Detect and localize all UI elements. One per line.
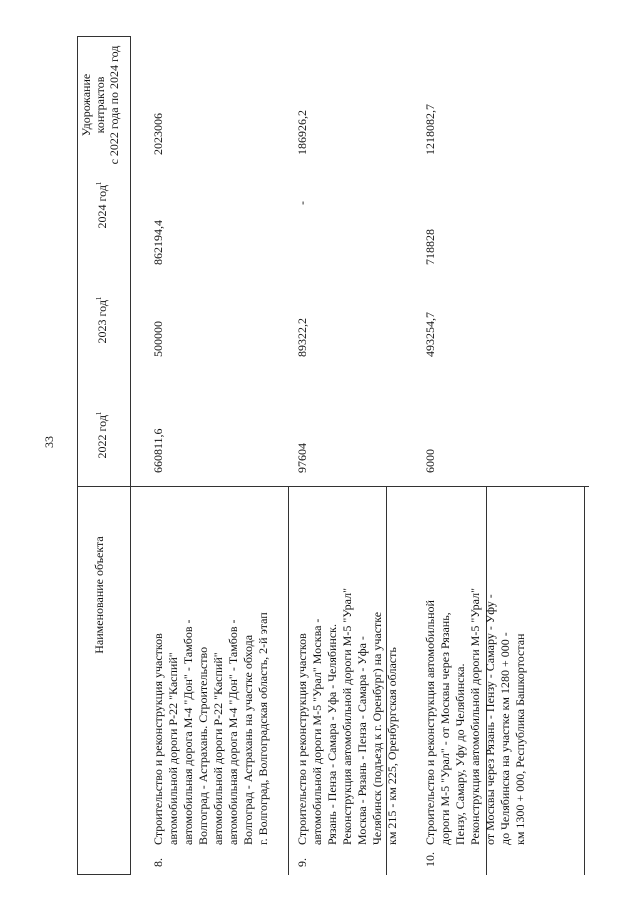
row-index: 10. [423,852,437,867]
value-2024: 718828 [423,229,437,265]
value-2023: 493254,7 [423,312,437,357]
header-2022: 2022 год$^1$ [95,411,109,459]
column-separator [584,486,585,875]
value-2022: 660811,6 [151,428,165,473]
value-increase: 2023006 [151,113,165,155]
value-2024: 862194,4 [151,220,165,265]
object-name-cell: Строительство и реконструкция участков автомобильной дороги М-5 "Урал" Москва - Рязань - Пенза - Самара - Уфа - Челябинск. Реконструкция автомобильной дороги М-5 "Урал" Москва - Рязань - Пенза - Самара - Уфа - Челябинск (подъезд к г. Оренбург) на участке км 215 - км 225, Оренбургская область [295,588,399,845]
header-row-end [77,486,589,487]
header-separator [130,36,131,875]
row-index: 8. [151,858,165,867]
value-increase: 1218082,7 [423,104,437,155]
column-separator [288,486,289,875]
value-2022: 6000 [423,449,437,473]
value-2022: 97604 [295,443,309,473]
value-2023: 89322,2 [295,318,309,357]
header-2023: 2023 год$^1$ [95,296,109,344]
value-increase: 186926,2 [295,110,309,155]
object-name-cell: Строительство и реконструкция автомобильной дороги М-5 "Урал" - от Москвы через Рязань, Пензу, Самару, Уфу до Челябинска. Реконструкция автомобильной дороги М-5 "Урал" от Москвы через Рязань - Пензу - Самару - Уфу - до Челябинска на участке км 1280 + 000 - км 1300 + 000, Республика Башкортостан [423,588,527,845]
table-border-left [77,36,78,875]
row-index: 9. [295,858,309,867]
table-border-bottom [77,36,130,37]
value-2024: - [295,201,309,205]
table-border-top [77,874,130,875]
value-2023: 500000 [151,321,165,357]
page-number: 33 [42,436,56,448]
header-increase: Удорожание контрактов с 2022 года по 2024 год [79,45,121,165]
object-name-cell: Строительство и реконструкция участков автомобильной дороги Р-22 "Каспий" автомобильная дорога М-4 "Дон" - Тамбов - Волгоград - Астрахань. Строительство автомобильной дороги Р-22 "Каспий" автомобильная дорога М-4 "Дон" - Тамбов - Волгоград - Астрахань на участке обхода г. Волгоград, Волгоградская область, 2-й этап [151,612,270,845]
header-name: Наименование объекта [92,536,106,654]
header-2024: 2024 год$^1$ [95,181,109,229]
